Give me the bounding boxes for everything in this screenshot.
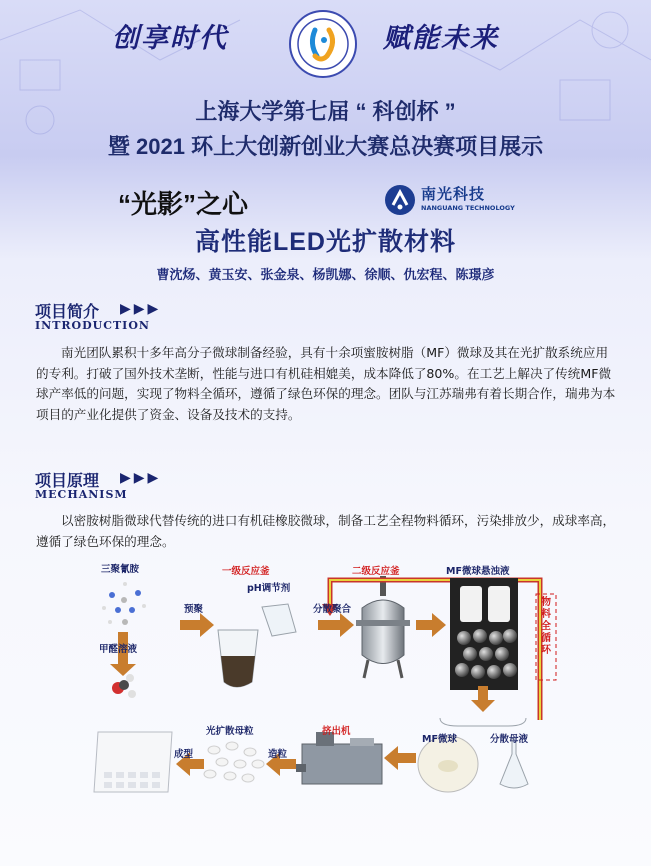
university-logo [289, 10, 357, 78]
label-primary-kettle: 一级反应釜 [222, 566, 270, 577]
label-molding: 成型 [174, 749, 194, 760]
label-mf-suspension: MF微球悬浊液 [446, 566, 510, 577]
competition-subtitle: 暨 2021 环上大创新创业大赛总决赛项目展示 [107, 134, 544, 159]
reaction-kettle-icon [356, 576, 410, 678]
melamine-molecule-icon [102, 582, 146, 625]
section-title-mechanism-en: MECHANISM [35, 488, 128, 501]
label-secondary-kettle: 二级反应釜 [352, 566, 400, 577]
section-title-intro-en: INTRODUCTION [35, 319, 150, 332]
author-list: 曹沈炀、黄玉安、张金泉、杨凯娜、徐顺、仇宏程、陈璟彦 [156, 268, 495, 283]
project-subtitle: 高性能LED光扩散材料 [194, 228, 456, 256]
section-arrows-icon: ▶▶▶ [120, 301, 162, 317]
slogan-right: 赋能未来 [383, 23, 499, 54]
arrow-right-icon [318, 613, 354, 637]
intro-paragraph: 南光团队累积十多年高分子微球制备经验，具有十余项蜜胺树脂（MF）微球及其在光扩散系统应用的专利。打破了国外技术垄断，性能与进口有机硅相媲美，成本降低了80%。在工艺上解决了传统MF微球产率低的问题，实现了物料全循环，遵循了绿色环保的理念。团队与江苏瑞弗有着长期合作，瑞弗为本项目的产业化提供了资金、设备及技术的支持。 [36, 345, 616, 422]
company-emblem-icon [383, 183, 417, 217]
label-dispersion-polymerization: 分散聚合 [313, 604, 352, 615]
arrow-left-icon [384, 746, 416, 770]
beaker-icon [218, 630, 258, 687]
extruder-icon [296, 732, 382, 784]
label-masterbatch: 光扩散母粒 [206, 726, 254, 737]
label-ph-regulator: pH调节剂 [247, 583, 291, 594]
label-dispersion-mother-liquor: 分散母液 [490, 734, 529, 745]
diffusion-masterbatch-pellets [204, 742, 264, 782]
section-title-intro: 项目简介 [35, 302, 100, 321]
section-title-mechanism: 项目原理 [35, 471, 100, 490]
formaldehyde-molecule-icon [112, 674, 136, 698]
conical-flask-icon [500, 738, 528, 788]
section-arrows-icon: ▶▶▶ [120, 470, 162, 486]
label-material-cycle: 物料全循环 [541, 597, 551, 656]
label-melamine: 三聚氰胺 [101, 564, 140, 575]
arrow-right-icon [416, 613, 446, 637]
arrow-right-icon [180, 613, 214, 637]
label-prepolymer: 预聚 [184, 604, 204, 615]
mechanism-paragraph: 以密胺树脂微球代替传统的进口有机硅橡胶微球，制备工艺全程物料循环，污染排放少，成球率高，遵循了绿色环保的理念。 [36, 513, 616, 549]
label-granulation: 造粒 [268, 749, 288, 760]
label-formaldehyde: 甲醛溶液 [99, 644, 138, 655]
ph-regulator-beaker-icon [262, 604, 296, 636]
project-title: “光影”之心 [118, 189, 249, 219]
competition-title: 上海大学第七届 “ 科创杯 ” [195, 99, 456, 124]
company-logo [383, 183, 543, 217]
label-mf-microsphere: MF微球 [422, 734, 457, 745]
arrow-down-icon [110, 664, 136, 676]
company-name-en: NANGUANG TECHNOLOGY [421, 204, 515, 212]
led-panel-icon [94, 732, 172, 792]
split-bracket [440, 718, 526, 726]
slogan-left: 创享时代 [112, 23, 228, 54]
label-extruder: 挤出机 [322, 726, 351, 737]
company-name: 南光科技 [421, 185, 486, 203]
